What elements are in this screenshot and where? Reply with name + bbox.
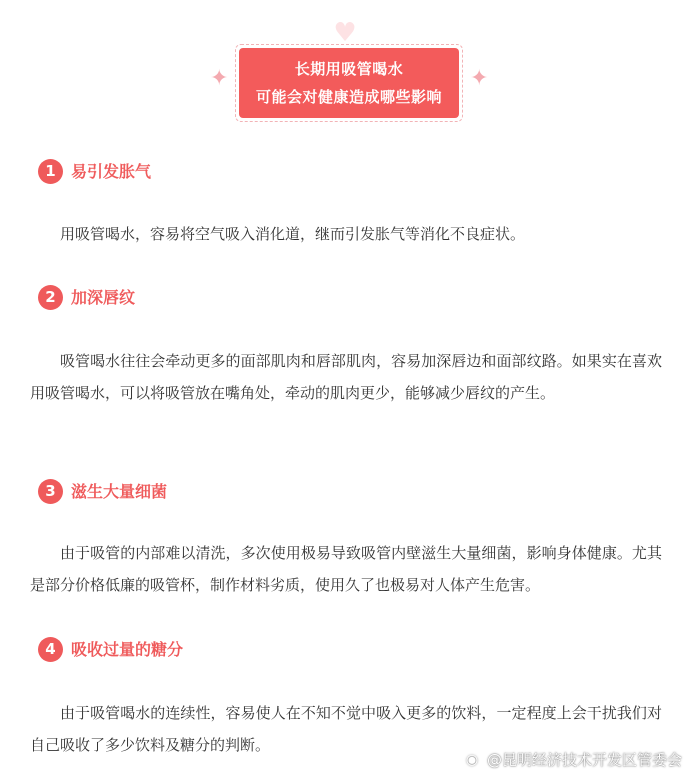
section-paragraph: 吸管喝水往往会牵动更多的面部肌肉和唇部肌肉，容易加深唇边和面部纹路。如果实在喜欢用吸管喝水，可以将吸管放在嘴角处，牵动的肌肉更少，能够减少唇纹的产生。 xyxy=(30,352,662,402)
section-title: 吸收过量的糖分 xyxy=(71,640,184,659)
header-banner xyxy=(0,0,690,140)
section-number-badge: 4 xyxy=(38,637,63,662)
section-paragraph: 用吸管喝水，容易将空气吸入消化道，继而引发胀气等消化不良症状。 xyxy=(60,225,526,243)
section-title: 加深唇纹 xyxy=(71,288,136,307)
sparkle-icon: ✦ xyxy=(210,66,229,91)
weibo-icon: ◉ xyxy=(465,752,479,768)
sparkle-icon: ✦ xyxy=(470,66,489,91)
section-number-badge: 1 xyxy=(38,159,63,184)
section-paragraph: 由于吸管喝水的连续性，容易使人在不知不觉中吸入更多的饮料，一定程度上会干扰我们对自己吸收了多少饮料及糖分的判断。 xyxy=(30,704,662,754)
section-title: 滋生大量细菌 xyxy=(71,482,168,501)
section-heading xyxy=(38,479,167,504)
heart-icon: ♥ xyxy=(333,18,357,48)
section-heading xyxy=(38,285,135,310)
section-title: 易引发胀气 xyxy=(71,162,152,181)
section-number-badge: 3 xyxy=(38,479,63,504)
section-heading xyxy=(38,159,151,184)
title-line-1: 长期用吸管喝水 xyxy=(294,60,404,78)
watermark-text: @昆明经济技术开发区管委会 xyxy=(486,751,682,769)
title-frame xyxy=(235,44,463,122)
section-paragraph: 由于吸管的内部难以清洗，多次使用极易导致吸管内壁滋生大量细菌，影响身体健康。尤其是部分价格低廉的吸管杯，制作材料劣质，使用久了也极易对人体产生危害。 xyxy=(30,544,662,594)
title-line-2: 可能会对健康造成哪些影响 xyxy=(255,88,442,106)
title-box xyxy=(239,48,459,118)
section-heading xyxy=(38,637,183,662)
weibo-watermark xyxy=(461,750,682,770)
section-number-badge: 2 xyxy=(38,285,63,310)
